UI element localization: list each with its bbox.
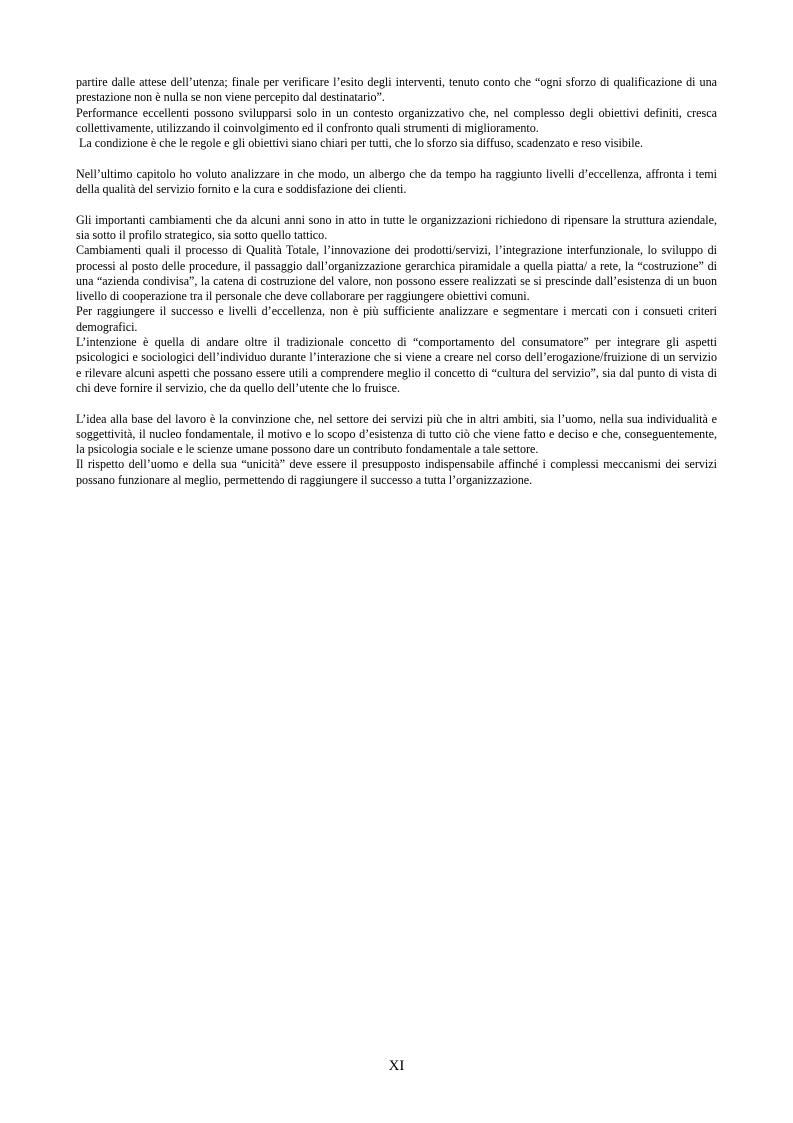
paragraph-gap [76, 396, 717, 411]
paragraph-gap [76, 151, 717, 166]
paragraph-condizione-regole: La condizione è che le regole e gli obiettivi siano chiari per tutti, che lo sforzo sia diffuso, scadenzato e reso visibile. [76, 136, 643, 151]
paragraph-rispetto-uomo: Il rispetto dell’uomo e della sua “unicità” deve essere il presupposto indispensabile affinché i complessi meccanismi dei servizi possano funzionare al meglio, permettendo di raggiungere il successo a tutta l’organizzazione. [76, 457, 717, 487]
page-number: XI [388, 1058, 405, 1074]
paragraph-ultimo-capitolo: Nell’ultimo capitolo ho voluto analizzare in che modo, un albergo che da tempo ha raggiunto livelli d’eccellenza, affronta i temi della qualità del servizio fornito e la cura e soddisfazione dei clienti. [76, 166, 717, 197]
paragraph-successo-mercati: Per raggiungere il successo e livelli d’eccellenza, non è più sufficiente analizzare e segmentare i mercati con i consueti criteri demografici. [76, 304, 717, 334]
paragraph-qualita-totale: Cambiamenti quali il processo di Qualità Totale, l’innovazione dei prodotti/servizi, l’integrazione interfunzionale, lo sviluppo di processi al posto delle procedure, il passaggio dall’organizzazione gerarchica piramidale a quella piatta/ a rete, la “costruzione” di una “azienda condivisa”, la catena di costruzione del valore, non possono essere realizzati se si prescinde dall’esistenza di un buon livello di cooperazione tra il personale che deve collaborare per raggiungere obiettivi comuni. [76, 243, 717, 304]
paragraph-performance-eccellenti: Performance eccellenti possono svilupparsi solo in un contesto organizzativo che, nel complesso degli obiettivi definiti, cresca collettivamente, utilizzando il coinvolgimento ed il confronto quali strumenti di miglioramento. [76, 105, 717, 135]
paragraph-idea-lavoro: L’idea alla base del lavoro è la convinzione che, nel settore dei servizi più che in altri ambiti, sia l’uomo, nella sua individualità e soggettività, il nucleo fondamentale, il motivo e lo scopo d’esistenza di tutto ciò che viene fatto e deciso e che, conseguentemente, la psicologia sociale e le scienze umane possono dare un contributo fondamentale a tale settore. [76, 411, 717, 457]
paragraph-gap [76, 197, 717, 212]
paragraph-attese-utenza: partire dalle attese dell’utenza; finale per verificare l’esito degli interventi, tenuto conto che “ogni sforzo di qualificazione di una prestazione non è nulla se non viene percepito dal destinatario”. [76, 75, 717, 105]
paragraph-intenzione: L’intenzione è quella di andare oltre il tradizionale concetto di “comportamento del consumatore” per integrare gli aspetti psicologici e sociologici dell’individuo durante l’interazione che si viene a creare nel corso dell’erogazione/fruizione di un servizio e rilevare alcuni aspetti che possano essere utili a comprendere meglio il concetto di “cultura del servizio”, sia dal punto di vista di chi deve fornire il servizio, che da quello dell’utente che lo fruisce. [76, 335, 717, 395]
paragraph-cambiamenti-organizzazioni: Gli importanti cambiamenti che da alcuni anni sono in atto in tutte le organizzazioni richiedono di ripensare la struttura aziendale, sia sotto il profilo strategico, sia sotto quello tattico. [76, 212, 717, 242]
page-body [76, 75, 717, 488]
